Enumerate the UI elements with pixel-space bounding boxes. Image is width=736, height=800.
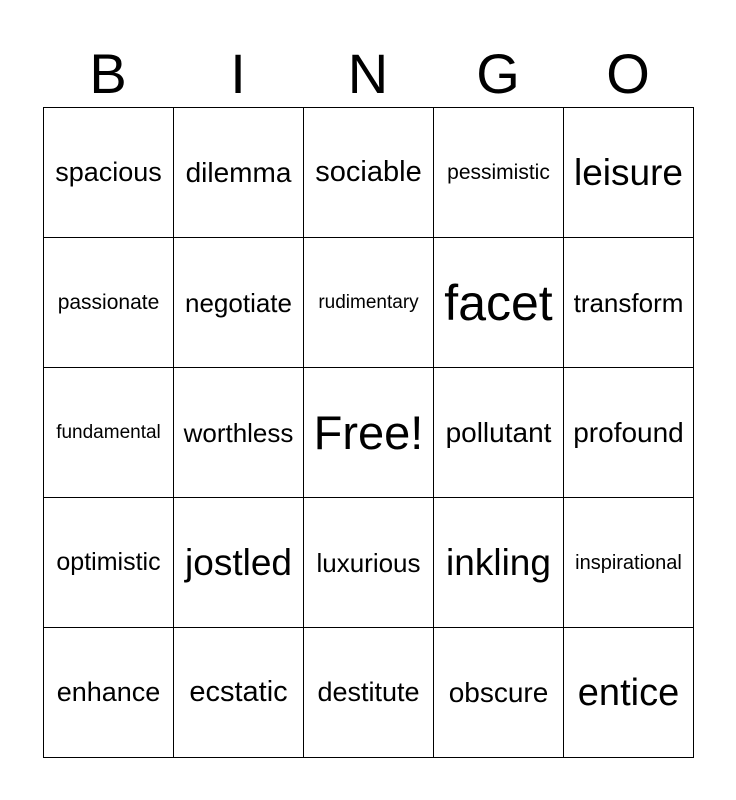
bingo-cell <box>44 498 174 628</box>
cell-word: fundamental <box>56 422 161 443</box>
bingo-cell <box>564 238 694 368</box>
cell-word: pollutant <box>445 416 552 448</box>
bingo-cell <box>174 628 304 758</box>
cell-word: ecstatic <box>189 676 288 708</box>
bingo-cell <box>304 238 434 368</box>
cell-word: jostled <box>185 542 292 583</box>
cell-word: pessimistic <box>447 161 550 184</box>
cell-word: inkling <box>446 542 551 583</box>
cell-word: obscure <box>448 676 549 708</box>
bingo-cell <box>174 108 304 238</box>
bingo-cell <box>174 238 304 368</box>
header-letter-i: I <box>230 42 246 105</box>
bingo-cell <box>564 628 694 758</box>
free-space-label: Free! <box>313 406 424 459</box>
bingo-cell <box>434 108 564 238</box>
cell-word: profound <box>573 416 684 448</box>
cell-word: inspirational <box>575 551 682 574</box>
cell-word: transform <box>573 287 684 318</box>
header-letter-n: N <box>347 42 389 105</box>
bingo-cell <box>44 628 174 758</box>
bingo-cell <box>304 108 434 238</box>
cell-word: luxurious <box>316 547 421 578</box>
cell-word: dilemma <box>185 156 292 188</box>
cell-word: facet <box>444 274 553 331</box>
cell-word: leisure <box>574 152 683 193</box>
bingo-cell <box>304 628 434 758</box>
header-letter-o: O <box>606 42 650 105</box>
bingo-cell <box>434 628 564 758</box>
cell-word: spacious <box>55 157 162 187</box>
cell-word: worthless <box>183 417 294 448</box>
bingo-cell <box>434 238 564 368</box>
cell-word: passionate <box>57 291 160 314</box>
cell-word: entice <box>577 671 680 714</box>
bingo-cell <box>174 498 304 628</box>
cell-word: sociable <box>315 156 422 188</box>
bingo-cell <box>304 498 434 628</box>
bingo-cell <box>564 368 694 498</box>
cell-word: rudimentary <box>318 292 419 313</box>
bingo-cell <box>174 368 304 498</box>
cell-word: enhance <box>56 677 161 707</box>
cell-word: destitute <box>317 677 420 707</box>
cell-word: optimistic <box>56 548 161 576</box>
bingo-cell <box>44 238 174 368</box>
bingo-cell <box>564 108 694 238</box>
bingo-cell <box>44 108 174 238</box>
bingo-cell <box>44 368 174 498</box>
bingo-cell <box>564 498 694 628</box>
bingo-cell <box>434 498 564 628</box>
header-letter-b: B <box>89 42 127 105</box>
header-letter-g: G <box>476 42 520 105</box>
cell-word: negotiate <box>185 287 292 318</box>
bingo-header <box>43 40 693 108</box>
free-space <box>304 368 434 498</box>
bingo-cell <box>434 368 564 498</box>
bingo-board <box>43 107 694 758</box>
